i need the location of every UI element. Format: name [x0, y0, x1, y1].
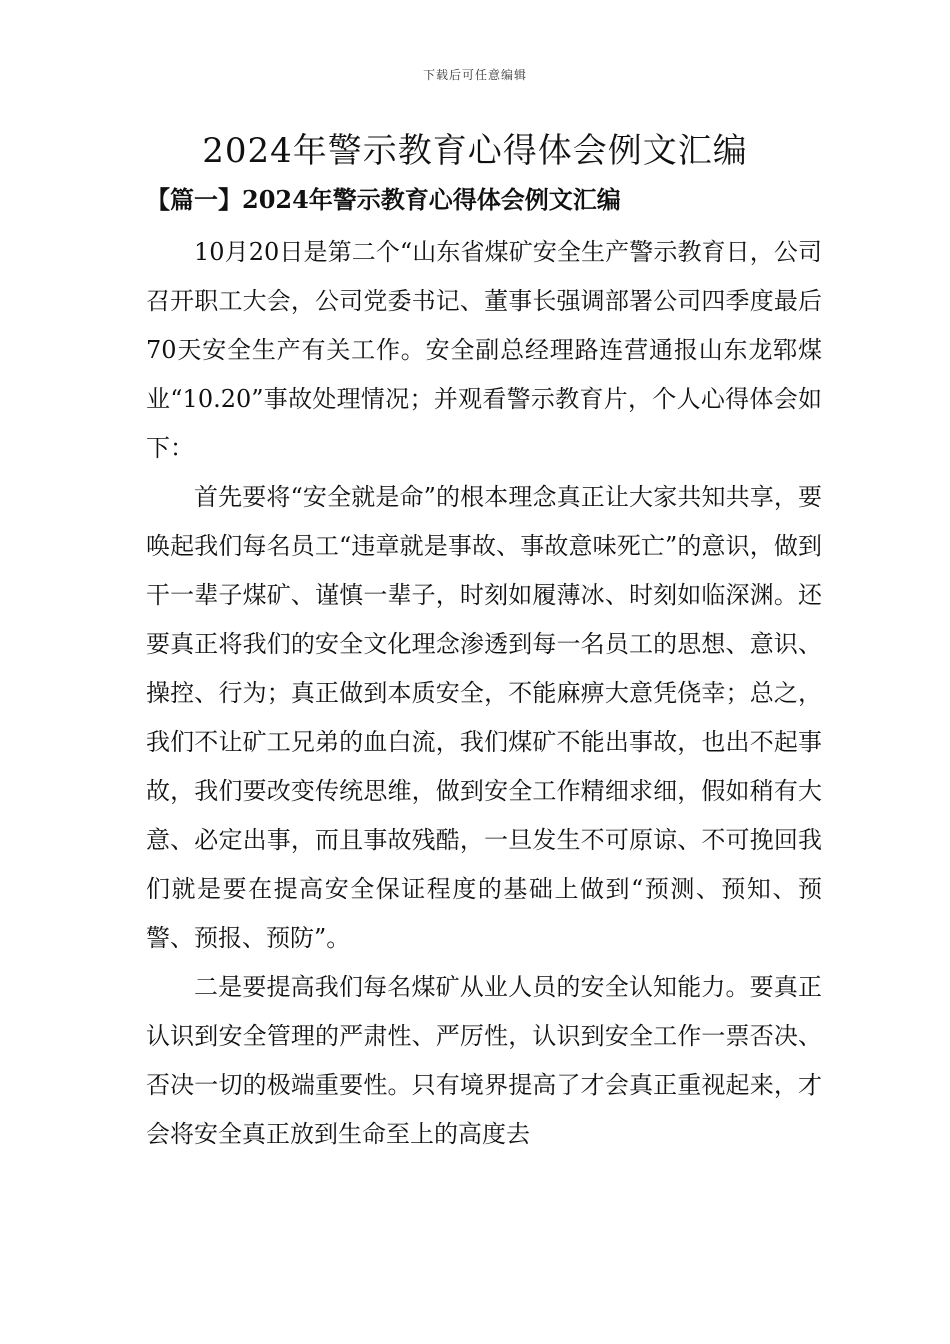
paragraph-1: 10月20日是第二个“山东省煤矿安全生产警示教育日，公司召开职工大会，公司党委书记、董事长强调部署公司四季度最后70天安全生产有关工作。安全副总经理路连营通报山东龙郓煤业“10.20”事故处理情况；并观看警示教育片，个人心得体会如下：	[146, 238, 822, 462]
document-body	[146, 228, 822, 1159]
paragraph-2: 首先要将“安全就是命”的根本理念真正让大家共知共享，要唤起我们每名员工“违章就是事故、事故意味死亡”的意识，做到干一辈子煤矿、谨慎一辈子，时刻如履薄冰、时刻如临深渊。还要真正将我们的安全文化理念渗透到每一名员工的思想、意识、操控、行为；真正做到本质安全，不能麻痹大意凭侥幸；总之，我们不让矿工兄弟的血白流，我们煤矿不能出事故，也出不起事故，我们要改变传统思维，做到安全工作精细求细，假如稍有大意、必定出事，而且事故残酷，一旦发生不可原谅、不可挽回我们就是要在提高安全保证程度的基础上做到“预测、预知、预警、预报、预防”。	[146, 483, 822, 952]
paragraph-3: 二是要提高我们每名煤矿从业人员的安全认知能力。要真正认识到安全管理的严肃性、严厉性，认识到安全工作一票否决、否决一切的极端重要性。只有境界提高了才会真正重视起来，才会将安全真正放到生命至上的高度去	[146, 973, 822, 1148]
header-note: 下载后可任意编辑	[422, 68, 527, 82]
document-title: 2024年警示教育心得体会例文汇编	[202, 131, 748, 171]
section-title: 【篇一】2024年警示教育心得体会例文汇编	[146, 185, 621, 214]
